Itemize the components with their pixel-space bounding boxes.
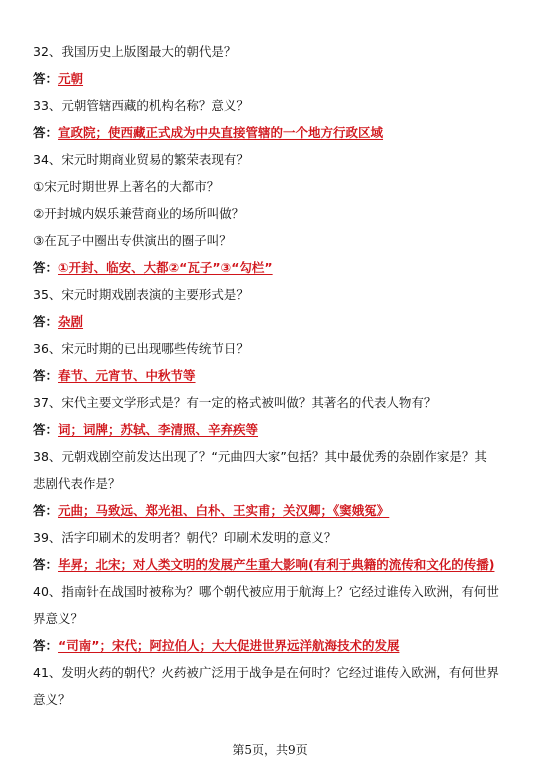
answer-text: 春节、元宵节、中秋节等 [58,368,196,383]
answer-text: “司南”；宋代；阿拉伯人；大大促进世界远洋航海技术的发展 [58,638,400,653]
question-line: ③在瓦子中圈出专供演出的圈子叫？ [33,233,232,248]
question-line: 32、我国历史上版图最大的朝代是？ [33,44,237,59]
answer-text: 杂剧 [58,314,84,329]
answer-label: 答： [33,368,59,383]
question-line: 33、元朝管辖西藏的机构名称？意义？ [33,98,249,113]
answer-text: 毕昇；北宋；对人类文明的发展产生重大影响(有利于典籍的流传和文化的传播) [58,557,495,572]
question-line: ①宋元时期世界上著名的大都市？ [33,179,220,194]
question-line: ②开封城内娱乐兼营商业的场所叫做？ [33,206,245,221]
answer-line [33,260,273,276]
answer-line [33,125,383,141]
question-line: 41、发明火药的朝代？火药被广泛用于战争是在何时？它经过谁传入欧洲，有何世界 [33,665,499,680]
question-line: 38、元朝戏剧空前发达出现了？“元曲四大家”包括？其中最优秀的杂剧作家是？其 [33,449,487,464]
answer-line [33,368,196,384]
answer-label: 答： [33,314,59,329]
answer-label: 答： [33,503,59,518]
answer-label: 答： [33,71,59,86]
answer-text: 词；词牌；苏轼、李清照、辛弃疾等 [58,422,259,437]
question-line: 36、宋元时期的已出现哪些传统节日？ [33,341,249,356]
page-footer: 第5页，共9页 [232,743,308,757]
answer-line [33,638,399,654]
answer-line [33,422,258,438]
question-line: 意义？ [33,692,71,707]
question-line: 悲剧代表作是？ [33,476,121,491]
answer-label: 答： [33,125,59,140]
answer-text: 元曲；马致远、郑光祖、白朴、王实甫；关汉卿；《窦娥冤》 [58,503,390,518]
answer-line [33,314,83,330]
answer-line [33,557,494,573]
question-line: 35、宋元时期戏剧表演的主要形式是？ [33,287,249,302]
answer-label: 答： [33,557,59,572]
question-line: 34、宋元时期商业贸易的繁荣表现有？ [33,152,249,167]
answer-text: ①开封、临安、大都②“瓦子”③“勾栏” [58,260,273,275]
answer-text: 宣政院；使西藏正式成为中央直接管辖的一个地方行政区域 [58,125,384,140]
question-line: 39、活字印刷术的发明者？朝代？印刷术发明的意义？ [33,530,337,545]
answer-line [33,503,389,519]
question-line: 界意义？ [33,611,84,626]
answer-label: 答： [33,638,59,653]
answer-label: 答： [33,260,59,275]
answer-text: 元朝 [58,71,84,86]
answer-label: 答： [33,422,59,437]
question-line: 40、指南针在战国时被称为？哪个朝代被应用于航海上？它经过谁传入欧洲，有何世 [33,584,499,599]
answer-line [33,71,83,87]
question-line: 37、宋代主要文学形式是？有一定的格式被叫做？其著名的代表人物有？ [33,395,437,410]
